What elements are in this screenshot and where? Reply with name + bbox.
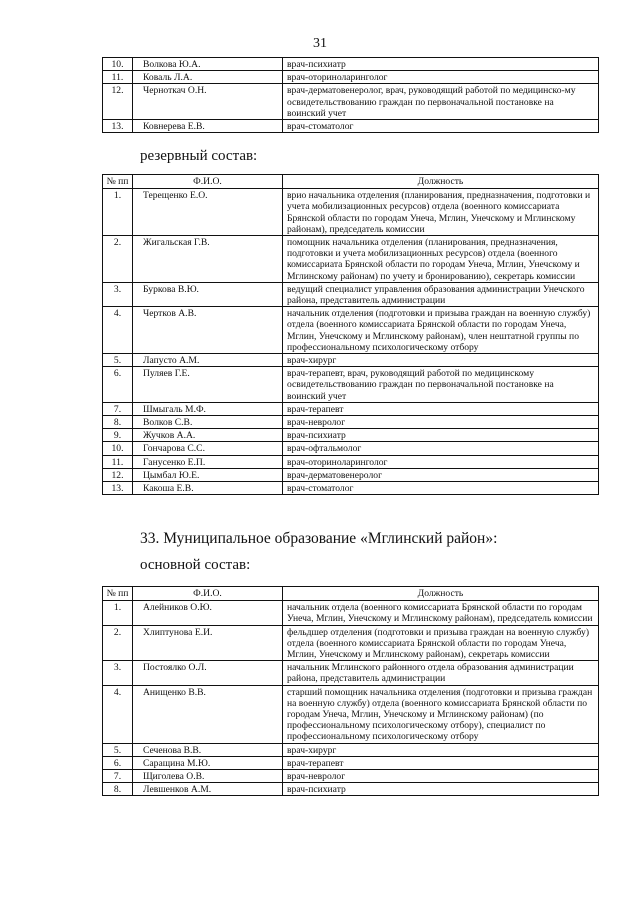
row-number: 2. <box>103 236 133 283</box>
table-row <box>103 685 599 743</box>
table-row <box>103 601 599 625</box>
row-position: старший помощник начальника отделения (подготовки и призыва граждан на военную службу) отдела (военного комиссариата Брянской области по городам Унеча, Мглин, Унечскому и Мглинскому районам) (по профессиональному психологическому отбору), специалист по профессиональному психологическому отбору <box>283 685 599 743</box>
row-name: Саращина М.Ю. <box>133 756 283 769</box>
row-name: Терещенко Е.О. <box>133 189 283 236</box>
row-position: врач-стоматолог <box>283 120 599 133</box>
row-position: врач-дерматовенеролог, врач, руководящий работой по медицинско-му освидетельствованию граждан по первоначальной постановке на воинский учет <box>283 84 599 120</box>
row-position: начальник отделения (подготовки и призыва граждан на военную службу) отдела (военного комиссариата Брянской области по городам Унеча, Мглин, Унечскому и Мглинскому районам), член нештатной группы по профессиональному психологическому отбору <box>283 307 599 354</box>
table-row <box>103 120 599 133</box>
row-number: 12. <box>103 468 133 481</box>
row-number: 12. <box>103 84 133 120</box>
row-position: врач-психиатр <box>283 783 599 796</box>
row-number: 2. <box>103 625 133 661</box>
row-number: 4. <box>103 685 133 743</box>
reserve-table <box>102 174 599 495</box>
table-row <box>103 354 599 367</box>
row-number: 13. <box>103 482 133 495</box>
table-row <box>103 756 599 769</box>
table-row <box>103 189 599 236</box>
row-name: Какоша Е.В. <box>133 482 283 495</box>
row-position: врач-стоматолог <box>283 482 599 495</box>
row-name: Анищенко В.В. <box>133 685 283 743</box>
row-position: врач-терапевт <box>283 756 599 769</box>
table-row <box>103 783 599 796</box>
row-position: врач-хирург <box>283 354 599 367</box>
row-position: врач-офтальмолог <box>283 442 599 455</box>
row-position: помощник начальника отделения (планирования, предназначения, подготовки и учета мобилизационных ресурсов) отдела (военного комиссариата Брянской области по городам Унеча, Мглин, Унечскому и Мглинскому районам) по учету и бронированию), секретарь комиссии <box>283 236 599 283</box>
row-position: ведущий специалист управления образования администрации Унечского района, представитель администрации <box>283 282 599 306</box>
row-name: Чертков А.В. <box>133 307 283 354</box>
row-name: Лапусто А.М. <box>133 354 283 367</box>
table-row <box>103 282 599 306</box>
table-row <box>103 84 599 120</box>
row-name: Волкова Ю.А. <box>133 58 283 71</box>
continuation-table <box>102 57 599 133</box>
table-header-row <box>103 587 599 601</box>
row-number: 6. <box>103 367 133 403</box>
row-name: Пуляев Г.Е. <box>133 367 283 403</box>
header-position: Должность <box>283 175 599 189</box>
main-table-body <box>103 601 599 796</box>
row-position: врач-психиатр <box>283 429 599 442</box>
row-number: 10. <box>103 442 133 455</box>
table-row <box>103 442 599 455</box>
table-row <box>103 58 599 71</box>
page-number: 31 <box>313 36 327 51</box>
main-table <box>102 586 599 796</box>
row-position: врач-терапевт <box>283 402 599 415</box>
continuation-table-body <box>103 58 599 133</box>
row-name: Ганусенко Е.П. <box>133 455 283 468</box>
section-heading: 33. Муниципальное образование «Мглинский район»: <box>140 530 498 547</box>
row-number: 8. <box>103 783 133 796</box>
row-number: 9. <box>103 429 133 442</box>
table-row <box>103 455 599 468</box>
row-position: начальник отдела (военного комиссариата Брянской области по городам Унеча, Мглин, Унечскому и Мглинскому районам), председатель комиссии <box>283 601 599 625</box>
row-number: 1. <box>103 189 133 236</box>
row-name: Буркова В.Ю. <box>133 282 283 306</box>
row-number: 1. <box>103 601 133 625</box>
row-name: Хлиптунова Е.И. <box>133 625 283 661</box>
row-position: врач-невролог <box>283 770 599 783</box>
row-number: 13. <box>103 120 133 133</box>
table-row <box>103 236 599 283</box>
row-number: 3. <box>103 282 133 306</box>
table-row <box>103 661 599 685</box>
row-position: начальник Мглинского районного отдела образования администрации района, представитель администрации <box>283 661 599 685</box>
row-position: фельдшер отделения (подготовки и призыва граждан на военную службу) отдела (военного комиссариата Брянской области по городам Унеча, Мглин, Унечскому и Мглинскому районам), секретарь комиссии <box>283 625 599 661</box>
row-number: 8. <box>103 416 133 429</box>
header-num: № пп <box>103 175 133 189</box>
row-number: 3. <box>103 661 133 685</box>
row-number: 4. <box>103 307 133 354</box>
row-number: 5. <box>103 354 133 367</box>
header-name: Ф.И.О. <box>133 175 283 189</box>
header-position: Должность <box>283 587 599 601</box>
main-heading: основной состав: <box>140 557 251 573</box>
row-name: Щиголева О.В. <box>133 770 283 783</box>
table-header-row <box>103 175 599 189</box>
row-name: Жучков А.А. <box>133 429 283 442</box>
row-name: Постоялко О.Л. <box>133 661 283 685</box>
row-name: Черноткач О.Н. <box>133 84 283 120</box>
table-row <box>103 402 599 415</box>
table-row <box>103 482 599 495</box>
header-name: Ф.И.О. <box>133 587 283 601</box>
row-number: 11. <box>103 71 133 84</box>
row-position: врач-психиатр <box>283 58 599 71</box>
row-position: врач-невролог <box>283 416 599 429</box>
row-number: 7. <box>103 402 133 415</box>
row-name: Цымбал Ю.Е. <box>133 468 283 481</box>
row-position: врач-хирург <box>283 743 599 756</box>
table-row <box>103 468 599 481</box>
reserve-table-body <box>103 189 599 495</box>
row-number: 7. <box>103 770 133 783</box>
reserve-heading: резервный состав: <box>140 148 258 164</box>
table-row <box>103 307 599 354</box>
row-name: Сеченова В.В. <box>133 743 283 756</box>
row-position: врач-дерматовенеролог <box>283 468 599 481</box>
row-name: Шмыгаль М.Ф. <box>133 402 283 415</box>
row-number: 5. <box>103 743 133 756</box>
row-position: врио начальника отделения (планирования, предназначения, подготовки и учета мобилизационных ресурсов) отдела (военного комиссариата Брянской области по городам Унеча, Мглин, Унечскому и Мглинскому районам), председатель комиссии <box>283 189 599 236</box>
row-position: врач-оториноларинголог <box>283 71 599 84</box>
row-name: Ковнерева Е.В. <box>133 120 283 133</box>
row-name: Левшенков А.М. <box>133 783 283 796</box>
row-number: 11. <box>103 455 133 468</box>
row-name: Коваль Л.А. <box>133 71 283 84</box>
table-row <box>103 770 599 783</box>
row-name: Алейников О.Ю. <box>133 601 283 625</box>
table-row <box>103 367 599 403</box>
table-row <box>103 743 599 756</box>
row-position: врач-терапевт, врач, руководящий работой по медицинскому освидетельствованию граждан по первоначальной постановке на воинский учет <box>283 367 599 403</box>
row-name: Волков С.В. <box>133 416 283 429</box>
header-num: № пп <box>103 587 133 601</box>
table-row <box>103 416 599 429</box>
table-row <box>103 625 599 661</box>
row-name: Жигальская Г.В. <box>133 236 283 283</box>
row-number: 10. <box>103 58 133 71</box>
row-position: врач-оториноларинголог <box>283 455 599 468</box>
row-name: Гончарова С.С. <box>133 442 283 455</box>
table-row <box>103 71 599 84</box>
row-number: 6. <box>103 756 133 769</box>
table-row <box>103 429 599 442</box>
